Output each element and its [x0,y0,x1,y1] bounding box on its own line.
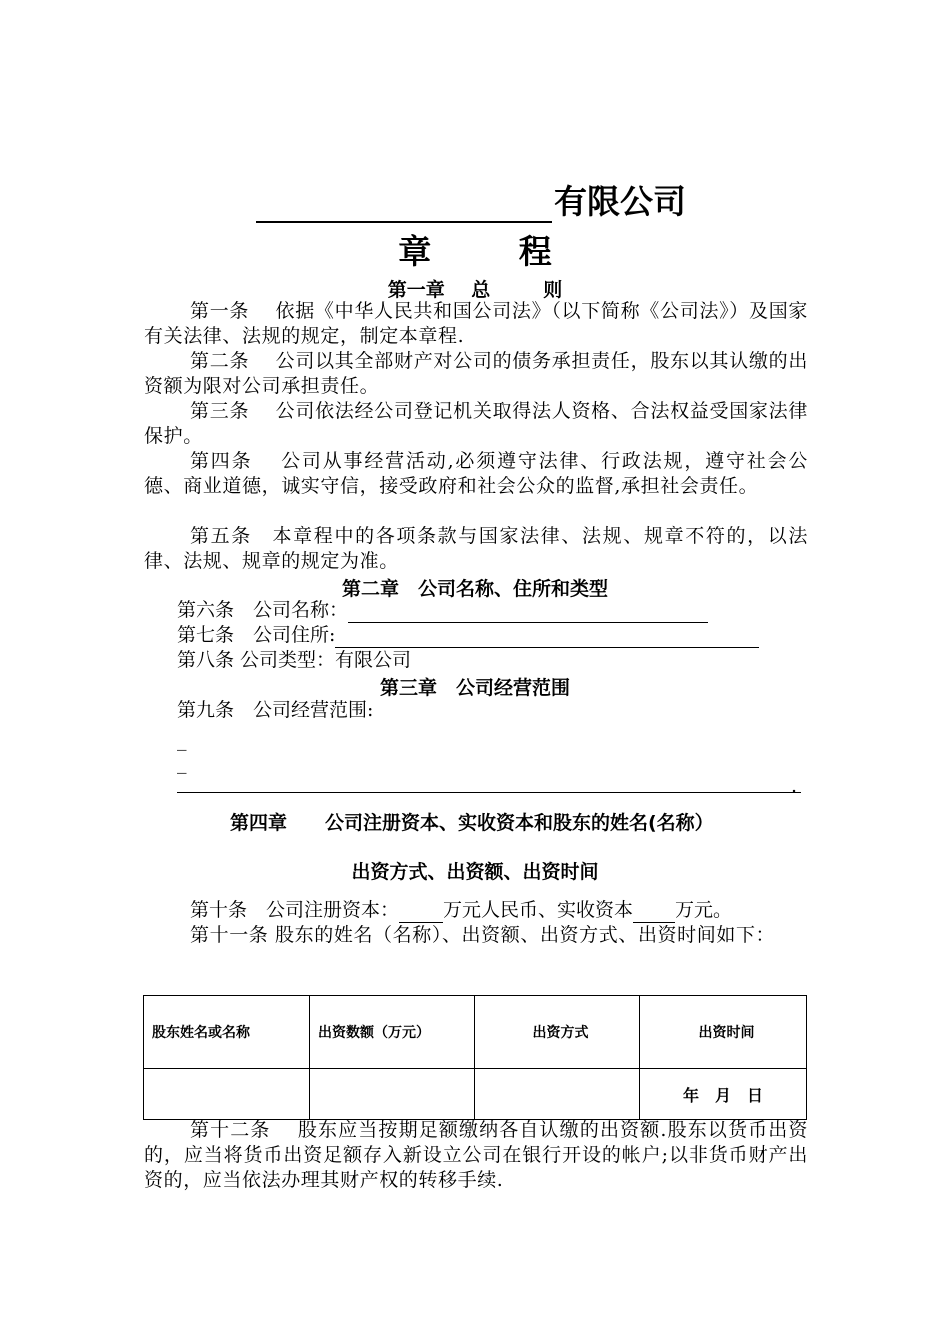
article-4: 第四条 公司从事经营活动,必须遵守法律、行政法规，遵守社会公德、商业道德，诚实守信，接受政府和社会公众的监督,承担社会责任。 [144,450,808,497]
cell-contribution-method[interactable] [475,1069,640,1120]
scope-dash-1: _ [177,729,187,751]
article-6-label: 第六条 公司名称： [177,599,349,621]
scope-end-dot: . [791,775,798,797]
chapter-1-word-a: 总 [471,279,491,301]
company-suffix: 有限公司 [554,182,686,221]
chapter-2-heading: 第二章 公司名称、住所和类型 [341,578,608,600]
table-row [144,1069,807,1120]
paid-in-capital-field[interactable] [633,902,675,923]
article-8: 第八条 公司类型：有限公司 [177,649,412,671]
company-name-blank [256,185,552,223]
chapter-1-label: 第一章 [387,279,445,301]
article-5: 第五条 本章程中的各项条款与国家法律、法规、规章不符的，以法律、法规、规章的规定为准。 [144,525,808,572]
chapter-3-heading: 第三章 公司经营范围 [379,677,570,699]
chapter-1-heading [0,275,950,302]
article-7-label: 第七条 公司住所: [177,624,336,646]
article-1: 第一条 依据《中华人民共和国公司法》（以下简称《公司法》）及国家有关法律、法规的规定，制定本章程. [144,300,808,347]
business-scope-line[interactable] [177,792,801,793]
article-3: 第三条 公司依法经公司登记机关取得法人资格、合法权益受国家法律保护。 [144,400,808,447]
header-contribution-time: 出资时间 [640,996,807,1069]
table-header-row [144,996,807,1069]
cell-contribution-amount[interactable] [310,1069,475,1120]
capital-contribution-table [143,995,807,1120]
article-7 [177,623,759,648]
article-9: 第九条 公司经营范围: [177,699,374,721]
chapter-4-subheading: 出资方式、出资额、出资时间 [351,861,599,883]
header-shareholder-name: 股东姓名或名称 [144,996,310,1069]
company-address-field[interactable] [335,627,759,648]
article-10-label: 第十条 公司注册资本： [190,899,400,921]
header-contribution-method: 出资方式 [475,996,640,1069]
article-12: 第十二条 股东应当按期足额缴纳各自认缴的出资额.股东以货币出资的，应当将货币出资足额存入新设立公司在银行开设的帐户;以非货币财产出资的，应当依法办理其财产权的转移手续. [144,1119,808,1191]
article-6 [177,598,708,623]
registered-capital-field[interactable] [399,902,443,923]
scope-dash-2: _ [177,752,187,774]
company-name-field[interactable] [348,602,708,623]
article-10 [190,898,732,923]
header-contribution-amount: 出资数额（万元） [310,996,475,1069]
article-10-mid: 万元人民币、实收资本 [443,899,634,921]
company-name-title [256,176,686,223]
article-11: 第十一条 股东的姓名（名称）、出资额、出资方式、出资时间如下： [190,924,776,946]
cell-contribution-time[interactable]: 年 月 日 [640,1069,807,1120]
cell-shareholder-name[interactable] [144,1069,310,1120]
chapter-4-heading: 第四章 公司注册资本、实收资本和股东的姓名(名称） [230,812,714,834]
chapter-1-word-b: 则 [543,279,563,301]
article-2: 第二条 公司以其全部财产对公司的债务承担责任，股东以其认缴的出资额为限对公司承担责任。 [144,350,808,397]
article-10-end: 万元。 [675,899,733,921]
document-title: 章 程 [398,232,590,271]
